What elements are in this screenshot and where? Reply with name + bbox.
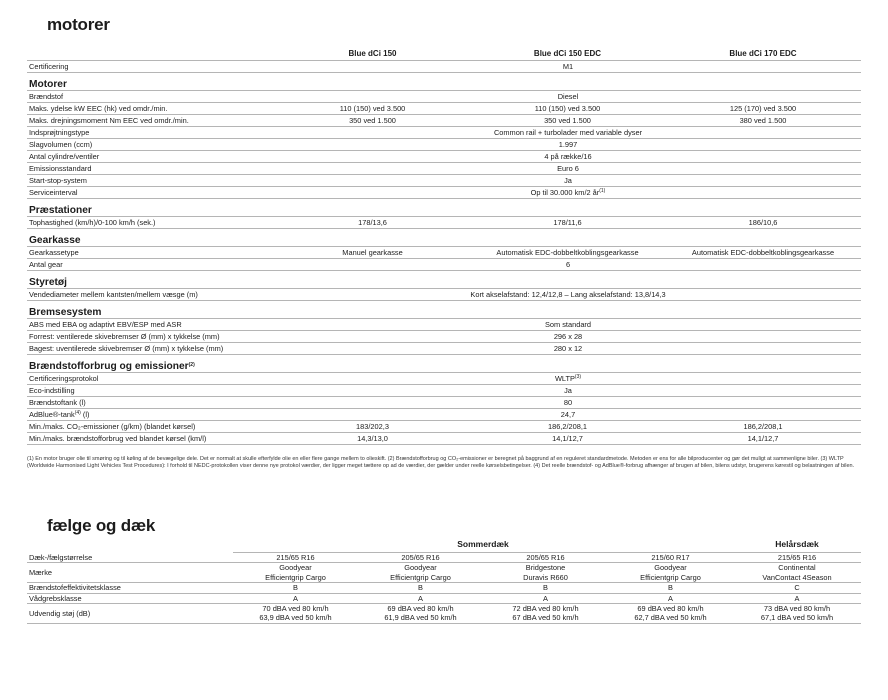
row-value: 380 ved 1.500 [665,115,861,127]
footnote-ref: (1) [599,188,606,194]
row-value-text: WLTP [554,374,575,383]
row-value [733,604,861,624]
row-label-text: Gearkassetype [29,248,79,257]
row-label-text: ABS med EBA og adaptivt EBV/ESP med ASR [29,320,182,329]
row-label-text: Start-stop-system [29,176,87,185]
row-label-text: Serviceinterval [29,188,78,197]
page-title-faelge-og-daek: fælge og dæk [47,516,156,535]
row-label: Udvendig støj (dB) [27,604,233,624]
row-label-text: Certificeringsprotokol [29,374,99,383]
row-label-text: AdBlue®-tank [29,410,75,419]
row-value-line: VanContact 4Season [762,572,832,582]
row-value-text: 4 på række/16 [544,152,592,161]
table-row [27,127,861,139]
row-value-text: 1.997 [558,140,578,149]
footnote: (1) En motor bruger olie til smøring og til køling af de bevægelige dele. Det er normalt at skulle efterfylde olie en eller flere gange mellem to olieskift. (2) Brændstofforbrug og CO₂-emissioner er beregnet på baggrund af en reguleret standardmetode. Metoden er ens for alle bilproducenter og gør det muligt at sammenligne biler. (3) WLTP (Worldwide Harmonised Light Vehicles Test Procedures): I forhold til NEDC-protokollen viser denne nye protokol værdier, der ligger meget tættere op ad de værdier, der gælder under reelle kørselsbetingelser. (4) Det reelle brændstof- og AdBlue®-forbrug afhænger af brugen af bilen, bilens udstyr, brugerens kørestil og belastningen af bilen. [27,456,855,469]
row-label-text: Tophastighed (km/h)/0-100 km/h (sek.) [29,218,156,227]
row-label [27,217,275,229]
row-value: 110 (150) ved 3.500 [470,103,665,115]
row-label [27,421,275,433]
row-value-line: Efficientgrip Cargo [265,572,326,582]
table-row [27,91,861,103]
section-heading [27,355,861,373]
section-heading [27,301,861,319]
row-value [275,343,861,355]
row-value: 186,2/208,1 [470,421,665,433]
page-title-motorer: motorer [47,15,110,34]
row-value: B [358,583,483,593]
row-label: Certificering [27,61,275,73]
row-value-text: Kort akselafstand: 12,4/12,8 – Lang akselafstand: 13,8/14,3 [470,290,666,299]
section-heading-text: Brændstofforbrug og emissioner [29,361,189,372]
table-row [27,115,861,127]
row-label: Vådgrebsklasse [27,593,233,603]
row-value [275,91,861,103]
row-value [358,563,483,583]
row-value [275,319,861,331]
section-heading-praestationer [27,199,861,217]
table-row [27,593,861,603]
tyre-group-row [27,538,861,553]
row-value: 215/65 R16 [233,553,358,563]
row-label-text: Brændstof [29,92,64,101]
row-label [27,385,275,397]
row-value [275,139,861,151]
row-value: 14,1/12,7 [665,433,861,445]
column-header: Blue dCi 170 EDC [665,47,861,61]
row-value-line: Bridgestone [525,563,566,573]
row-label-text: Forrest: ventilerede skivebremser Ø (mm) x tykkelse (mm) [29,332,220,341]
row-value-line: 62,7 dBA ved 50 km/h [634,613,707,623]
section-heading-bremsesystem [27,301,861,319]
column-header-row [27,47,861,61]
row-value-line: 67,1 dBA ved 50 km/h [760,613,834,623]
section-heading-text: Motorer [29,79,67,90]
row-label-text: Emissionsstandard [29,164,92,173]
row-label [27,259,275,271]
row-value-line: Efficientgrip Cargo [640,572,701,582]
row-value [275,151,861,163]
table-row [27,421,861,433]
table-row [27,604,861,624]
row-label [27,343,275,355]
column-header: Blue dCi 150 [275,47,470,61]
row-value [608,604,733,624]
table-row [27,175,861,187]
row-value [483,563,608,583]
table-row [27,583,861,593]
row-label-text: Antal gear [29,260,63,269]
group-summer: Sommerdæk [233,538,733,553]
row-value [275,331,861,343]
row-label-text: Bagest: uventilerede skivebremser Ø (mm) x tykkelse (mm) [29,344,224,353]
row-value: Automatisk EDC-dobbeltkoblingsgearkasse [665,247,861,259]
group-allseason: Helårsdæk [733,538,861,553]
row-value [608,563,733,583]
section-heading-styretoj [27,271,861,289]
table-row [27,433,861,445]
row-value: 350 ved 1.500 [275,115,470,127]
row-value: Automatisk EDC-dobbeltkoblingsgearkasse [470,247,665,259]
table-row [27,139,861,151]
row-value-text: 6 [565,260,571,269]
section-heading [27,271,861,289]
row-label-text: Vendediameter mellem kantsten/mellem væsge (m) [29,290,198,299]
row-label [27,397,275,409]
footnote-ref: (3) [574,374,582,380]
section-heading [27,229,861,247]
table-row [27,409,861,421]
section-heading [27,73,861,91]
row-value-text: 280 x 12 [553,344,583,353]
row-value-line: 63,9 dBA ved 50 km/h [259,613,332,623]
row-value: B [483,583,608,593]
row-label-text: Min./maks. CO₂-emissioner (g/km) (blandet kørsel) [29,422,196,431]
row-value-line: 73 dBA ved 80 km/h [763,604,831,614]
row-label: Mærke [27,563,233,583]
row-label [27,91,275,103]
footnote-ref: (2) [188,362,195,368]
footnote-ref: (4) [74,410,81,416]
row-value-line: 72 dBA ved 80 km/h [512,604,579,614]
row-value-text: Som standard [544,320,591,329]
row-label: Dæk-/fælgstørrelse [27,553,233,563]
row-value: C [733,583,861,593]
table-row [27,259,861,271]
row-value [275,397,861,409]
row-value: A [233,593,358,603]
table-row [27,553,861,563]
row-label [27,175,275,187]
row-label [27,373,275,385]
section-heading-text: Præstationer [29,205,92,216]
row-value: 125 (170) ved 3.500 [665,103,861,115]
table-row [27,61,861,73]
row-label-suffix: (l) [80,410,90,419]
row-value-text: Euro 6 [557,164,579,173]
table-row [27,397,861,409]
row-value-line: 61,9 dBA ved 50 km/h [384,613,457,623]
row-label [27,187,275,199]
row-label [27,433,275,445]
section-heading-braendstof [27,355,861,373]
row-label [27,127,275,139]
row-value: B [233,583,358,593]
row-value: 110 (150) ved 3.500 [275,103,470,115]
row-value-text: 24,7 [560,410,576,419]
row-label: Brændstofeffektivitetsklasse [27,583,233,593]
row-value [275,289,861,301]
row-label [27,163,275,175]
row-value: 183/202,3 [275,421,470,433]
table-row [27,289,861,301]
section-heading-text: Styretøj [29,277,67,288]
row-value: M1 [275,61,861,73]
row-value-text: Op til 30.000 km/2 år [530,188,600,197]
row-label-text: Brændstoftank (l) [29,398,86,407]
row-value [233,604,358,624]
row-value [275,385,861,397]
row-value: 215/65 R16 [733,553,861,563]
row-value [275,409,861,421]
row-label-text: Min./maks. brændstofforbrug ved blandet kørsel (km/l) [29,434,207,443]
row-value-line: Goodyear [404,563,437,573]
engine-spec-table [27,47,861,445]
row-value [275,163,861,175]
table-row [27,373,861,385]
row-label [27,247,275,259]
group-empty [27,538,233,553]
row-value [275,259,861,271]
row-label [27,289,275,301]
row-value-line: Efficientgrip Cargo [390,572,451,582]
table-row [27,187,861,199]
row-label [27,319,275,331]
row-value: 14,1/12,7 [470,433,665,445]
row-value [275,127,861,139]
column-header-empty [27,47,275,61]
section-heading-text: Gearkasse [29,235,81,246]
row-label [27,151,275,163]
table-row [27,385,861,397]
row-value [275,373,861,385]
row-value [358,604,483,624]
row-value-line: Goodyear [279,563,312,573]
row-value: 14,3/13,0 [275,433,470,445]
row-value-text: Diesel [557,92,579,101]
row-value: A [483,593,608,603]
row-value: 178/13,6 [275,217,470,229]
row-value: Manuel gearkasse [275,247,470,259]
column-header: Blue dCi 150 EDC [470,47,665,61]
table-row [27,217,861,229]
row-value: A [733,593,861,603]
row-value: 205/65 R16 [358,553,483,563]
row-value [733,563,861,583]
row-label-text: Indsprøjtningstype [29,128,90,137]
row-label [27,409,275,421]
row-value-line: Continental [778,563,816,573]
table-row [27,563,861,583]
row-value-text: Ja [564,176,572,185]
row-label-text: Eco-indstilling [29,386,75,395]
row-label [27,115,275,127]
table-row [27,103,861,115]
row-label [27,331,275,343]
row-value: A [358,593,483,603]
row-value: 186,2/208,1 [665,421,861,433]
row-value-text: Ja [564,386,572,395]
section-heading-text: Bremsesystem [29,307,102,318]
section-heading-gearkasse [27,229,861,247]
row-value-line: Duravis R660 [523,572,568,582]
row-value [483,604,608,624]
row-value: 350 ved 1.500 [470,115,665,127]
row-value-line: 67 dBA ved 50 km/h [512,613,579,623]
row-label-text: Maks. ydelse kW EEC (hk) ved omdr./min. [29,104,168,113]
row-value-line: 70 dBA ved 80 km/h [262,604,329,614]
row-value: 205/65 R16 [483,553,608,563]
row-label-text: Antal cylindre/ventiler [29,152,100,161]
table-row [27,319,861,331]
row-value-line: 69 dBA ved 80 km/h [637,604,704,614]
row-label-text: Maks. drejningsmoment Nm EEC ved omdr./min. [29,116,189,125]
row-label [27,103,275,115]
row-value [275,187,861,199]
row-value-text: 80 [563,398,573,407]
row-value [233,563,358,583]
row-value-line: 69 dBA ved 80 km/h [387,604,454,614]
section-heading-motorer [27,73,861,91]
row-value: A [608,593,733,603]
row-value-line: Goodyear [654,563,687,573]
row-value: 186/10,6 [665,217,861,229]
table-row [27,163,861,175]
row-value: 215/60 R17 [608,553,733,563]
row-value-text: Common rail + turbolader med variable dyser [493,128,643,137]
row-value: B [608,583,733,593]
row-label-text: Slagvolumen (ccm) [29,140,93,149]
row-value [275,175,861,187]
row-label [27,139,275,151]
table-row [27,247,861,259]
table-row [27,151,861,163]
row-value: 178/11,6 [470,217,665,229]
tyre-spec-table [27,538,861,624]
row-value-text: 296 x 28 [553,332,583,341]
table-row [27,343,861,355]
table-row [27,331,861,343]
section-heading [27,199,861,217]
